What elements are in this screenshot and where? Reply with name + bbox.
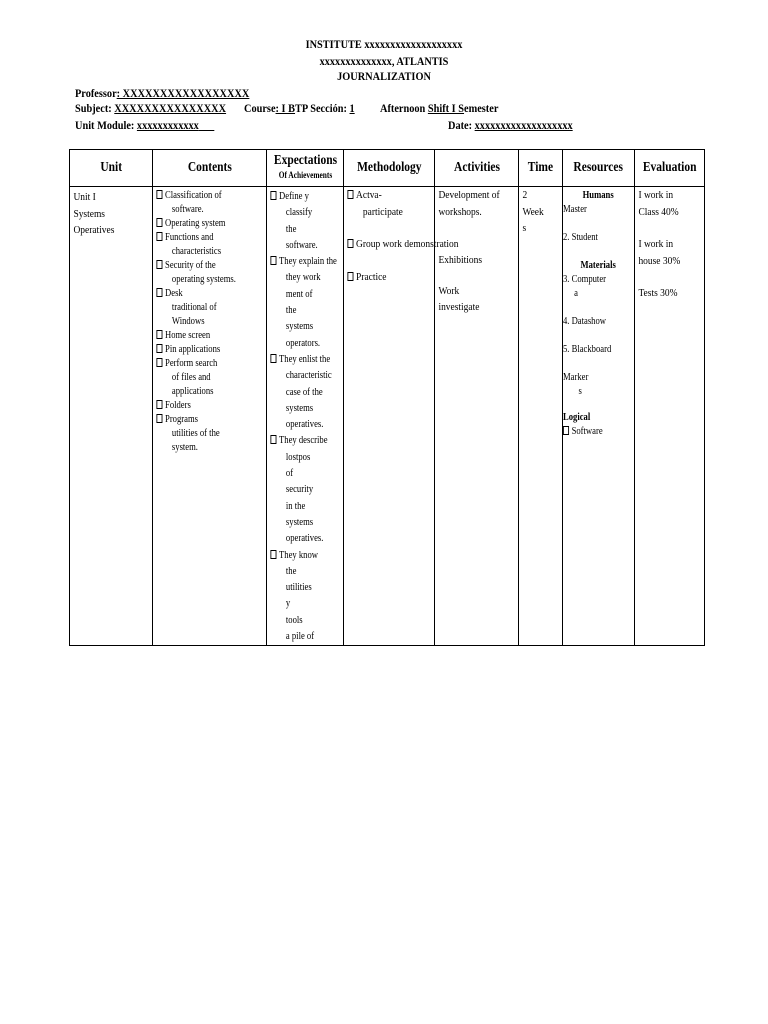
bullet-item-cont: system. [171, 442, 198, 453]
bullet-item-cont: Windows [171, 316, 205, 327]
bullet-item-cont: utilities [285, 582, 312, 594]
subject-value: XXXXXXXXXXXXXXX [114, 101, 227, 115]
bullet-item-cont: in the [285, 500, 306, 512]
course-rest: TP Sección: [295, 101, 350, 115]
checkbox-bullet-icon [156, 358, 162, 367]
document-title: JOURNALIZATION [337, 69, 431, 83]
bullet-item-cont: lostpos [285, 451, 311, 463]
header-expectations [267, 150, 344, 187]
activity-line: Exhibitions [438, 254, 483, 266]
shift-value: Shift I S [427, 101, 465, 115]
unit-module-value: xxxxxxxxxxxx [136, 118, 199, 132]
evaluation-line: I work in [637, 238, 673, 250]
institute-heading: INSTITUTE xxxxxxxxxxxxxxxxxxx [305, 37, 463, 51]
bullet-item-cont: software. [285, 239, 318, 251]
lesson-plan-table [69, 149, 705, 646]
activities-cell [435, 187, 519, 646]
bullet-item: Folders [156, 399, 266, 413]
activity-line: Development of [438, 189, 501, 201]
bullet-item: Home screen [156, 329, 266, 343]
checkbox-bullet-icon [156, 400, 162, 409]
checkbox-bullet-icon [270, 256, 276, 265]
resource-item-cont: s [578, 386, 582, 397]
checkbox-bullet-icon [270, 354, 276, 363]
checkbox-bullet-icon [156, 232, 162, 241]
subject-line [75, 101, 226, 116]
course-label: Course [244, 101, 276, 115]
shift-label: Afternoon [380, 101, 428, 115]
expectations-title: Expectations [273, 153, 338, 168]
unit-module-label: Unit Module: [75, 118, 137, 132]
bullet-item-cont: characteristic [285, 370, 332, 382]
resource-item-cont: a [574, 288, 579, 299]
resource-item: 2. Student [563, 232, 598, 243]
bullet-item: Operating system [156, 217, 266, 231]
bullet-item-cont: classify [285, 207, 313, 219]
bullet-item-cont: security [285, 484, 314, 496]
date-value: xxxxxxxxxxxxxxxxxxx [474, 118, 573, 132]
bullet-item-cont: operatives. [285, 533, 324, 545]
resource-item: 5. Blackboard [563, 344, 612, 355]
evaluation-line: Tests 30% [637, 287, 677, 299]
activity-line: workshops. [438, 205, 483, 218]
resources-humans-title: Humans [582, 190, 614, 201]
checkbox-bullet-icon [270, 191, 276, 200]
contents-cell [152, 187, 266, 646]
unit-line: Operatives [73, 224, 115, 236]
bullet-item: Classification of [156, 189, 266, 203]
bullet-item-cont: systems [285, 516, 314, 528]
bullet-item-cont: traditional of [171, 302, 217, 313]
evaluation-line: house 30% [637, 254, 680, 267]
subject-label: Subject: [75, 101, 115, 115]
bullet-item-cont: case of the [285, 386, 323, 398]
course-line [244, 101, 355, 116]
bullet-item: Pin applications [156, 343, 266, 357]
checkbox-bullet-icon [156, 344, 162, 353]
checkbox-bullet-icon [156, 190, 162, 199]
bullet-item: They enlist the [270, 352, 342, 368]
bullet-item: They know [270, 548, 342, 564]
location-heading: xxxxxxxxxxxxxx, ATLANTIS [319, 54, 449, 68]
time-line: 2 [522, 189, 528, 201]
checkbox-bullet-icon [156, 260, 162, 269]
resources-logical-title: Logical [563, 412, 591, 423]
expectations-cell [267, 187, 344, 646]
table-header-row [70, 150, 705, 187]
header-time: Time [519, 150, 563, 187]
bullet-item-cont: applications [171, 386, 214, 397]
shift-rest: emester [464, 101, 499, 115]
bullet-item-cont: the [285, 223, 297, 235]
methodology-item: Practice [347, 269, 434, 286]
bullet-item-cont: characteristics [171, 246, 221, 257]
date-label: Date: [448, 118, 475, 132]
checkbox-bullet-icon [270, 435, 276, 444]
methodology-item-cont: participate [362, 205, 403, 218]
bullet-item: Security of the [156, 259, 266, 273]
bullet-item: Define y [270, 189, 342, 205]
time-line: s [522, 222, 527, 234]
bullet-item-cont: ment of [285, 288, 313, 300]
bullet-item-cont: software. [171, 204, 204, 215]
header-activities: Activities [435, 150, 519, 187]
unit-line: Unit I [73, 191, 96, 203]
bullet-item-cont: operatives. [285, 419, 324, 431]
checkbox-bullet-icon [347, 190, 353, 199]
time-cell [519, 187, 563, 646]
header-evaluation: Evaluation [634, 150, 705, 187]
time-line: Week [522, 205, 544, 218]
methodology-item: Group work demonstration [347, 236, 434, 253]
bullet-item: Perform search [156, 357, 266, 371]
bullet-item-cont: tools [285, 614, 303, 626]
header-resources: Resources [563, 150, 634, 187]
bullet-item: They explain the [270, 254, 342, 270]
header-unit: Unit [70, 150, 153, 187]
unit-cell [70, 187, 153, 646]
checkbox-bullet-icon [156, 218, 162, 227]
bullet-item-cont: the [285, 305, 297, 317]
bullet-item-cont: operators. [285, 337, 321, 349]
professor-value: : XXXXXXXXXXXXXXXXX [116, 86, 250, 100]
activity-line: Work [438, 284, 460, 297]
bullet-item-cont: y [285, 598, 291, 610]
resource-item: Software [563, 425, 633, 439]
expectations-subtitle: Of Achievements [278, 170, 333, 180]
checkbox-bullet-icon [347, 272, 353, 281]
table-row [70, 187, 705, 646]
bullet-item-cont: they work [285, 272, 321, 284]
checkbox-bullet-icon [156, 414, 162, 423]
resources-cell [563, 187, 634, 646]
date-line [448, 118, 573, 133]
course-value: : I B [275, 101, 296, 115]
resource-item: 4. Datashow [563, 316, 607, 327]
activity-line: investigate [438, 301, 480, 313]
evaluation-cell [634, 187, 705, 646]
checkbox-bullet-icon [347, 239, 353, 248]
unit-module-line [75, 118, 214, 133]
checkbox-bullet-icon [270, 550, 276, 559]
resource-item: Master [563, 204, 587, 215]
resource-item: 3. Computer [563, 274, 607, 285]
professor-label: Professor [75, 86, 117, 100]
professor-line [75, 86, 249, 101]
header-methodology: Methodology [343, 150, 435, 187]
bullet-item-cont: operating systems. [171, 274, 236, 285]
bullet-item-cont: the [285, 565, 297, 577]
bullet-item-cont: utilities of the [171, 428, 220, 439]
header-contents: Contents [152, 150, 266, 187]
section-value: 1 [349, 101, 355, 115]
resources-materials-title: Materials [580, 260, 616, 271]
checkbox-bullet-icon [563, 426, 569, 435]
evaluation-line: Class 40% [637, 205, 679, 218]
bullet-item-cont: a pile of [285, 631, 315, 643]
bullet-item-cont: of files and [171, 372, 211, 383]
bullet-item: Programs [156, 413, 266, 427]
bullet-item: Functions and [156, 231, 266, 245]
unit-line: Systems [73, 207, 105, 220]
bullet-item-cont: systems [285, 402, 314, 414]
resource-item: Marker [563, 372, 589, 383]
bullet-item-cont: of [285, 468, 294, 480]
methodology-item: Actva- [347, 187, 434, 204]
checkbox-bullet-icon [156, 288, 162, 297]
bullet-item-cont: systems [285, 321, 314, 333]
checkbox-bullet-icon [156, 330, 162, 339]
shift-line [380, 101, 498, 116]
bullet-item: Desk [156, 287, 266, 301]
bullet-item: They describe [270, 433, 342, 449]
evaluation-line: I work in [637, 189, 673, 201]
